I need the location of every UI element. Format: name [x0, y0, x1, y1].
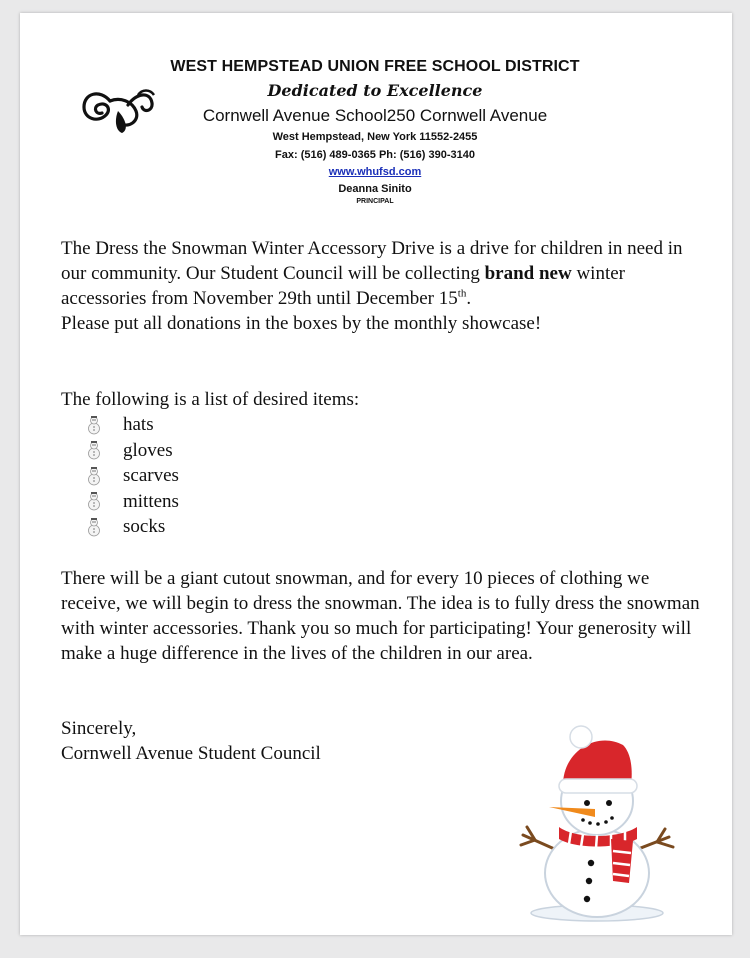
item-label: scarves [123, 465, 179, 486]
list-item [86, 514, 179, 540]
contact-line: Fax: (516) 489-0365 Ph: (516) 390-3140 [275, 149, 475, 161]
signature: Cornwell Avenue Student Council [61, 743, 321, 764]
closing-salutation: Sincerely, [61, 718, 137, 739]
item-label: mittens [123, 490, 179, 512]
snowman-bullet-icon [86, 466, 102, 486]
intro-bold: brand new [484, 263, 572, 284]
intro-text-c: . [466, 288, 472, 309]
list-item [86, 463, 179, 489]
principal-title: PRINCIPAL [356, 198, 394, 205]
intro-text-a: The Dress the Snowman Winter Accessory Drive is a drive for children in need in our community. Our Student Council will be collecting [61, 238, 683, 284]
city-line: West Hempstead, New York 11552-2455 [272, 131, 478, 143]
item-label: socks [123, 516, 166, 537]
snowman-bullet-icon [86, 517, 102, 537]
snowman-paragraph: There will be a giant cutout snowman, and for every 10 pieces of clothing we receive, we will begin to dress the snowman. The idea is to fully dress the snowman with winter accessories. Thank you so much for participating! Your generosity will make a huge difference in the lives of the children in our area. [61, 568, 700, 664]
donation-instruction: Please put all donations in the boxes by the monthly showcase! [61, 313, 542, 334]
list-item [86, 438, 179, 464]
closing-block [61, 716, 321, 766]
list-item [86, 489, 179, 515]
school-address: Cornwell Avenue School250 Cornwell Avenue [202, 106, 548, 125]
intro-sup: th [457, 287, 467, 300]
intro-paragraph [61, 236, 701, 336]
snowman-illustration [513, 723, 681, 923]
website-link[interactable]: www.whufsd.com [328, 166, 422, 178]
principal-name: Deanna Sinito [338, 183, 412, 195]
intro-text-b: winter accessories from November 29th until December 15 [61, 263, 625, 309]
district-motto: Dedicated to Excellence [267, 81, 483, 100]
snowman-bullet-icon [86, 491, 102, 511]
desired-items-list [86, 412, 179, 540]
district-name: WEST HEMPSTEAD UNION FREE SCHOOL DISTRICT [170, 58, 580, 75]
item-label: hats [123, 414, 154, 435]
item-label: gloves [123, 439, 173, 461]
snowman-bullet-icon [86, 440, 102, 460]
list-item [86, 412, 179, 438]
snowman-bullet-icon [86, 415, 102, 435]
list-intro: The following is a list of desired items: [61, 389, 360, 410]
